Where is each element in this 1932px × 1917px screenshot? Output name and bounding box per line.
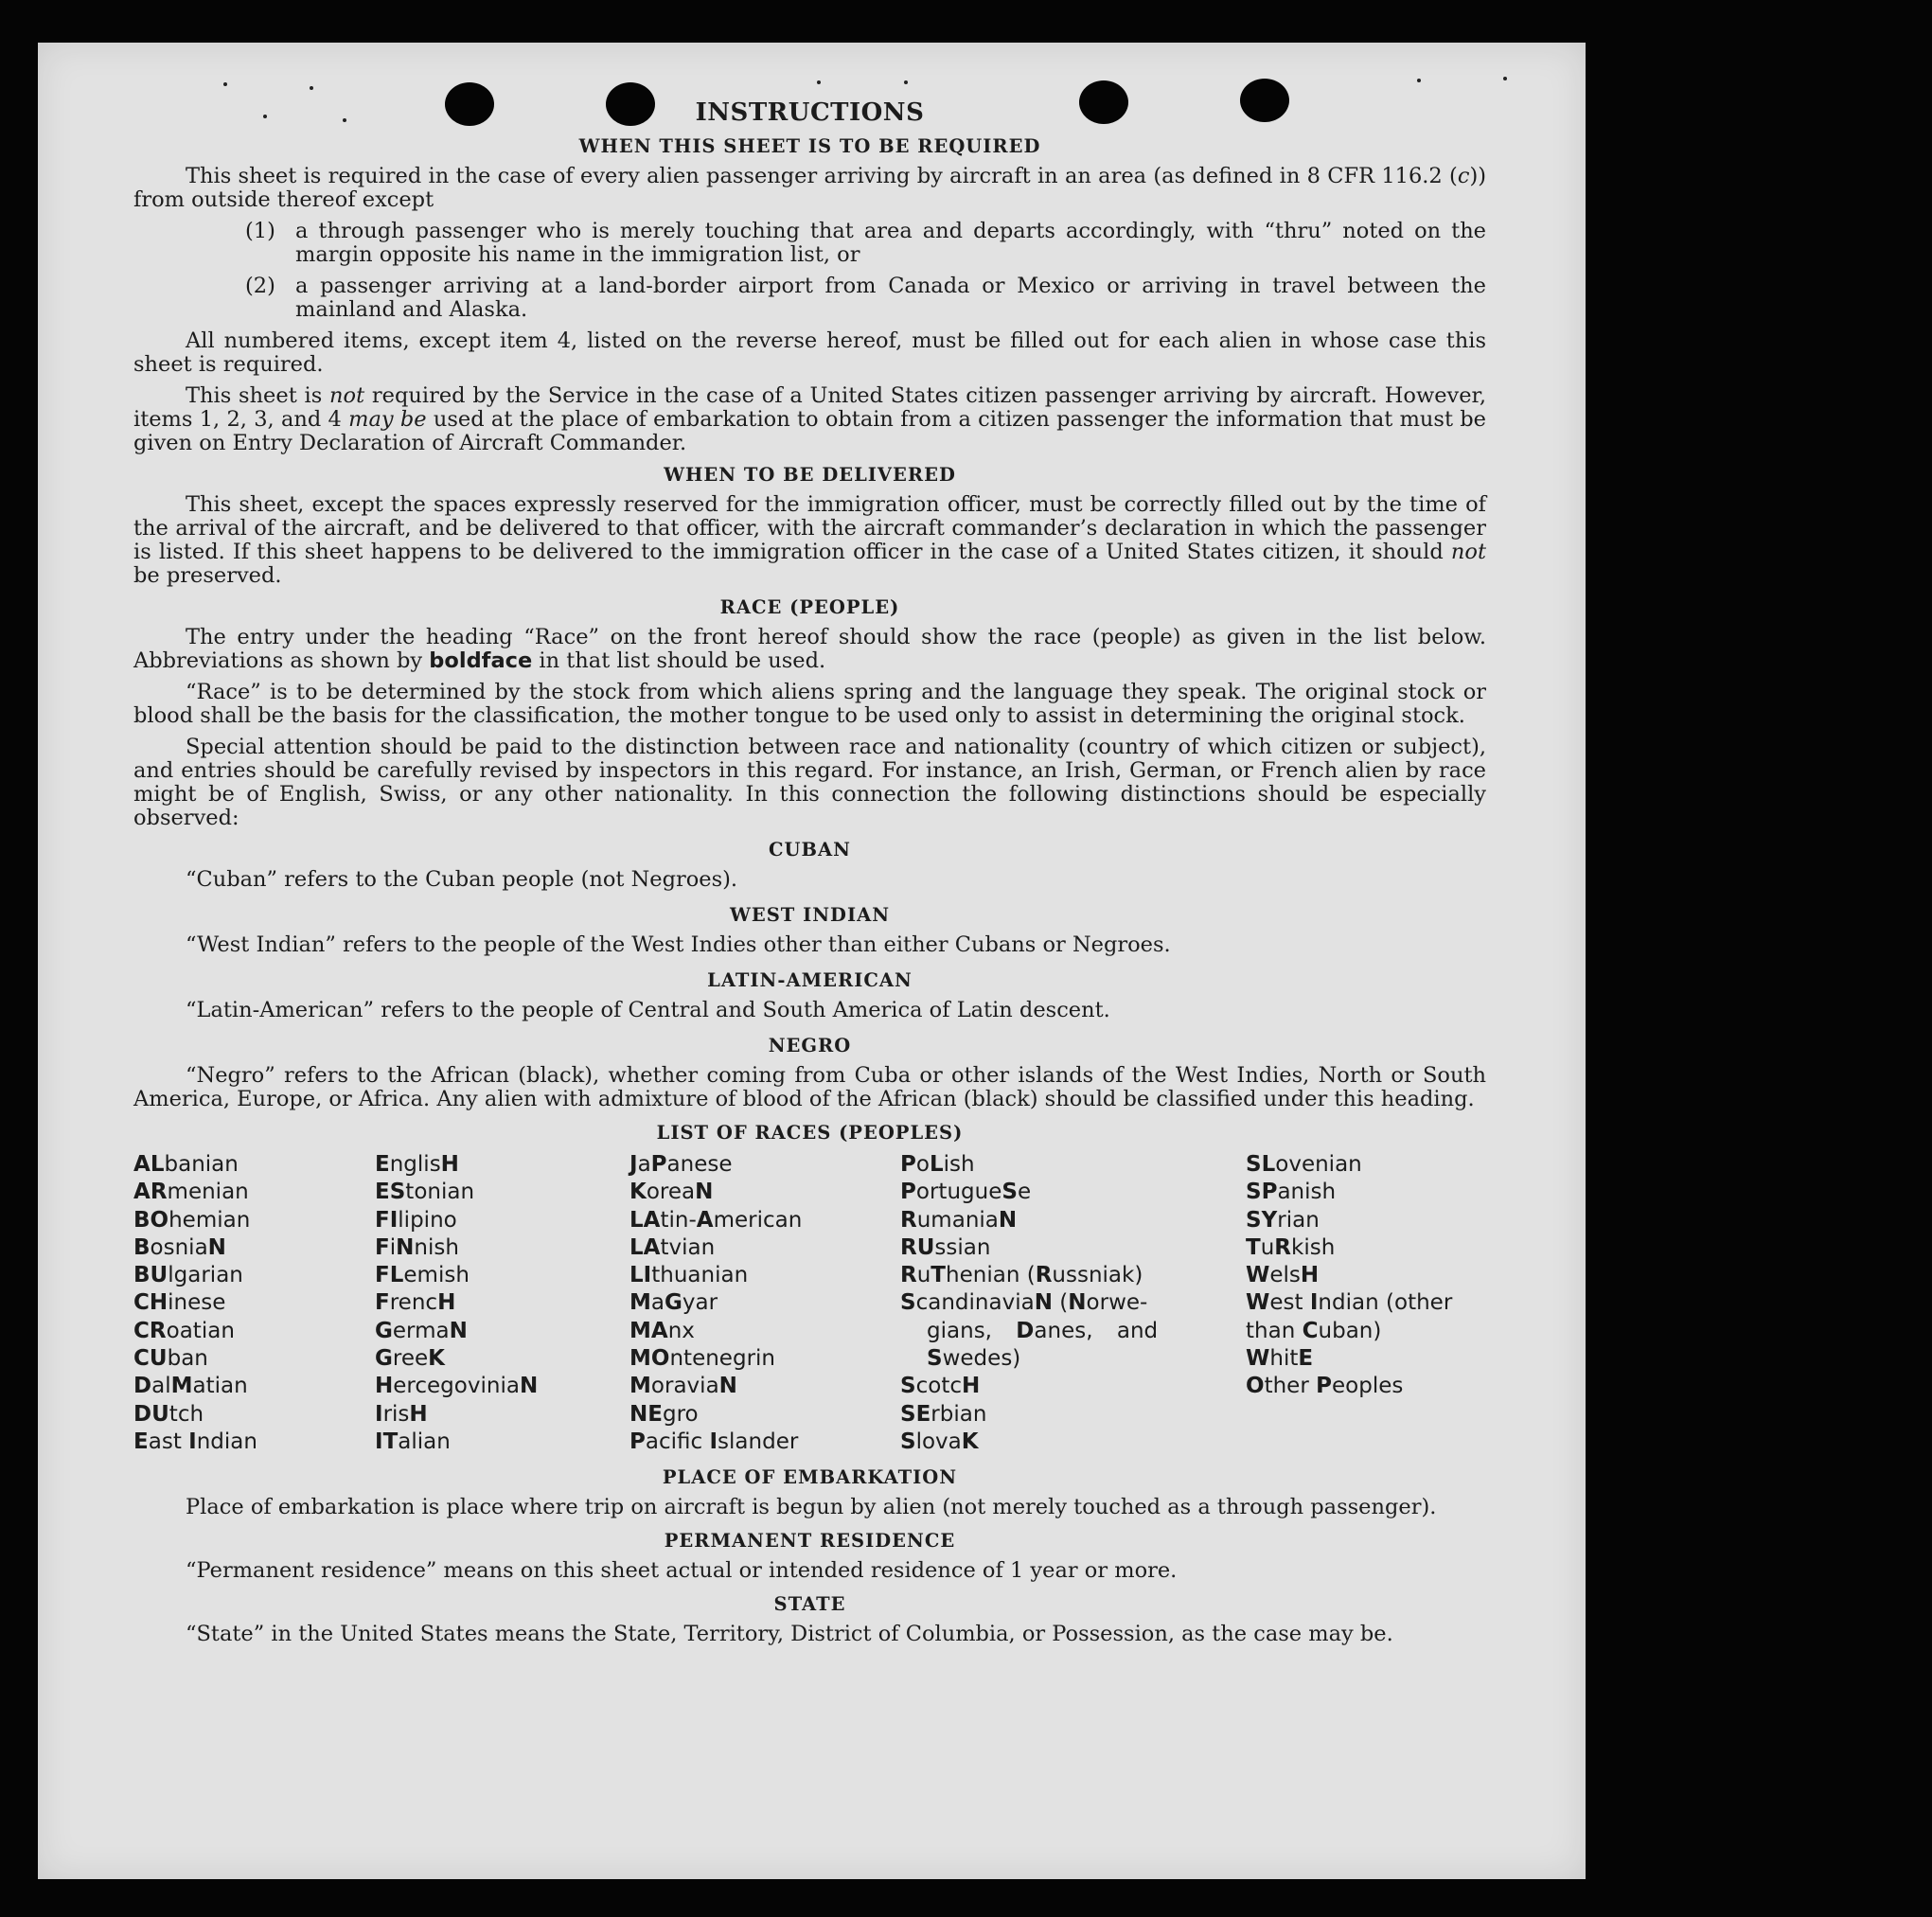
exception-item-2: (2) a passenger arriving at a land-border airport from Canada or Mexico or arriving in travel between the mainland and Alaska. <box>245 274 1486 322</box>
race-entry: FIlipino <box>375 1207 457 1233</box>
race-entry: Pacifc Islander <box>629 1429 799 1454</box>
speck <box>1503 77 1507 80</box>
race-entry: IrisH <box>375 1401 428 1427</box>
race-entry: CHinese <box>133 1290 226 1316</box>
race-entry: BosniaN <box>133 1234 226 1260</box>
race-entry: FiNnish <box>375 1234 459 1260</box>
race-entry: FrencH <box>375 1290 456 1316</box>
race-entry: East Indian <box>133 1429 257 1454</box>
race-column-2 <box>375 1151 538 1456</box>
heading-west-indian: WEST INDIAN <box>729 904 891 926</box>
race-entry: JaPanese <box>629 1152 733 1177</box>
page-title: INSTRUCTIONS <box>695 98 925 127</box>
race-column-5 <box>1246 1151 1452 1401</box>
race-entry: SlovaK <box>900 1429 979 1454</box>
exception-item-1: (1) a through passenger who is merely touching that area and departs accordingly, with “thru” noted on the margin opposite his name in the immigration list, or <box>245 219 1486 267</box>
cuban-paragraph: “Cuban” refers to the Cuban people (not Negroes). <box>186 867 738 892</box>
paper-sheet <box>38 43 1586 1879</box>
race-entry: CUban <box>133 1346 208 1372</box>
race-entry: SYrian <box>1246 1207 1320 1233</box>
heading-when-delivered: WHEN TO BE DELIVERED <box>664 464 956 486</box>
latin-american-paragraph: “Latin-American” refers to the people of Central and South America of Latin descent. <box>186 998 1110 1022</box>
speck <box>1417 79 1421 82</box>
heading-list-of-races: LIST OF RACES (PEOPLES) <box>656 1122 964 1144</box>
race-entry: MoraviaN <box>629 1374 737 1399</box>
race-column-4 <box>900 1151 1177 1456</box>
race-entry: PortugueSe <box>900 1180 1032 1205</box>
race-entry: gians, Danes, and <box>927 1318 1159 1343</box>
race-list <box>133 1151 1486 1460</box>
race-column-1 <box>133 1151 257 1456</box>
race-entry: LAtin-American <box>629 1207 803 1233</box>
race-entry: ARmenian <box>133 1180 249 1205</box>
heading-race: RACE (PEOPLE) <box>719 596 900 618</box>
heading-when-required: WHEN THIS SHEET IS TO BE REQUIRED <box>578 135 1041 157</box>
race-paragraph-3: Special attention should be paid to the distinction between race and nationality (country of which citizen or subject), and entries should be carefully revised by inspectors in this regard. For instance, an Irish, German, or French alien by race might be of English, Swiss, or any other nationality. In this connection the following distinctions should be especially observed: <box>133 735 1486 830</box>
race-entry: EnglisH <box>375 1152 459 1177</box>
west-indian-paragraph: “West Indian” refers to the people of the West Indies other than either Cubans or Negroes. <box>186 932 1171 957</box>
citizen-paragraph: This sheet is not required by the Service in the case of a United States citizen passenger arriving by aircraft. However, items 1, 2, 3, and 4 may be used at the place of embarkation to obtain from a citizen passenger the information that must be given on Entry Declaration of Aircraft Commander. <box>133 383 1487 455</box>
speck <box>904 80 908 84</box>
race-entry: ITalian <box>375 1429 451 1454</box>
race-entry: ScotcH <box>900 1374 981 1399</box>
numbered-items-paragraph: All numbered items, except item 4, listed on the reverse hereof, must be filled out for each alien in whose case this sheet is required. <box>133 328 1486 377</box>
race-entry: SLovenian <box>1246 1152 1362 1177</box>
state-paragraph: “State” in the United States means the State, Territory, District of Columbia, or Possession, as the case may be. <box>186 1622 1393 1646</box>
race-entry: WhitE <box>1246 1346 1314 1372</box>
race-entry: RUssian <box>900 1234 991 1260</box>
race-entry: DUtch <box>133 1401 204 1427</box>
race-entry: LAtvian <box>629 1234 716 1260</box>
race-entry: MAnx <box>629 1318 695 1343</box>
heading-embarkation: PLACE OF EMBARKATION <box>662 1466 958 1488</box>
race-entry: NEgro <box>629 1401 699 1427</box>
race-entry: Swedes) <box>927 1346 1021 1372</box>
race-entry: WelsH <box>1246 1263 1320 1288</box>
race-entry: DalMatian <box>133 1374 248 1399</box>
delivered-paragraph: This sheet, except the spaces expressly reserved for the immigration officer, must be correctly filled out by the time of the arrival of the aircraft, and be delivered to that officer, with the aircraft commander’s declaration in which the passenger is listed. If this sheet happens to be delivered to the immigration officer in the case of a United States citizen, it should not be preserved. <box>133 492 1486 588</box>
race-entry: MOntenegrin <box>629 1346 775 1372</box>
speck <box>817 80 821 84</box>
residence-paragraph: “Permanent residence” means on this sheet actual or intended residence of 1 year or more. <box>186 1558 1178 1583</box>
race-entry: BOhemian <box>133 1207 251 1233</box>
race-entry: KoreaN <box>629 1180 714 1205</box>
heading-permanent-residence: PERMANENT RESIDENCE <box>664 1530 956 1552</box>
race-entry: MaGyar <box>629 1290 718 1316</box>
race-entry: TuRkish <box>1246 1234 1336 1260</box>
race-entry: ALbanian <box>133 1152 239 1177</box>
embarkation-paragraph: Place of embarkation is place where trip on aircraft is begun by alien (not merely touched as a through passenger). <box>186 1495 1437 1519</box>
race-entry: CRoatian <box>133 1318 235 1343</box>
heading-cuban: CUBAN <box>769 839 851 861</box>
race-entry: HercegoviniaN <box>375 1374 539 1399</box>
speck <box>310 86 313 90</box>
race-entry: SErbian <box>900 1401 987 1427</box>
race-entry: BUlgarian <box>133 1263 243 1288</box>
speck <box>223 82 227 86</box>
race-entry: RumaniaN <box>900 1207 1018 1233</box>
race-entry: GreeK <box>375 1346 445 1372</box>
race-entry: ScandinaviaN (Norwe- <box>900 1290 1148 1316</box>
heading-latin-american: LATIN-AMERICAN <box>707 969 913 991</box>
race-entry: LIthuanian <box>629 1263 749 1288</box>
intro-paragraph: This sheet is required in the case of every alien passenger arriving by aircraft in an area (as defined in 8 CFR 116.2 (c)) from outside thereof except <box>133 164 1486 212</box>
heading-negro: NEGRO <box>768 1035 852 1056</box>
race-entry: PoLish <box>900 1152 975 1177</box>
race-entry: GermaN <box>375 1318 468 1343</box>
race-entry: SPanish <box>1246 1180 1337 1205</box>
negro-paragraph: “Negro” refers to the African (black), whether coming from Cuba or other islands of the West Indies, North or South America, Europe, or Africa. Any alien with admixture of blood of the African (black) should be classified under this heading. <box>133 1063 1486 1111</box>
race-entry: Other Peoples <box>1246 1374 1404 1399</box>
race-paragraph-2: “Race” is to be determined by the stock from which aliens spring and the language they speak. The original stock or blood shall be the basis for the classification, the mother tongue to be used only to assist in determining the original stock. <box>133 680 1486 728</box>
race-entry: EStonian <box>375 1180 475 1205</box>
heading-state: STATE <box>773 1593 846 1615</box>
race-column-3 <box>629 1151 802 1456</box>
race-entry: West Indian (other <box>1246 1290 1453 1316</box>
instructions-text <box>133 98 1487 1654</box>
race-entry: RuThenian (Russniak) <box>900 1263 1143 1288</box>
race-entry: than Cuban) <box>1246 1318 1382 1343</box>
race-paragraph-1: The entry under the heading “Race” on the front hereof should show the race (people) as given in the list below. Abbreviations as shown by boldface in that list should be used. <box>133 625 1486 673</box>
race-entry: FLemish <box>375 1263 470 1288</box>
